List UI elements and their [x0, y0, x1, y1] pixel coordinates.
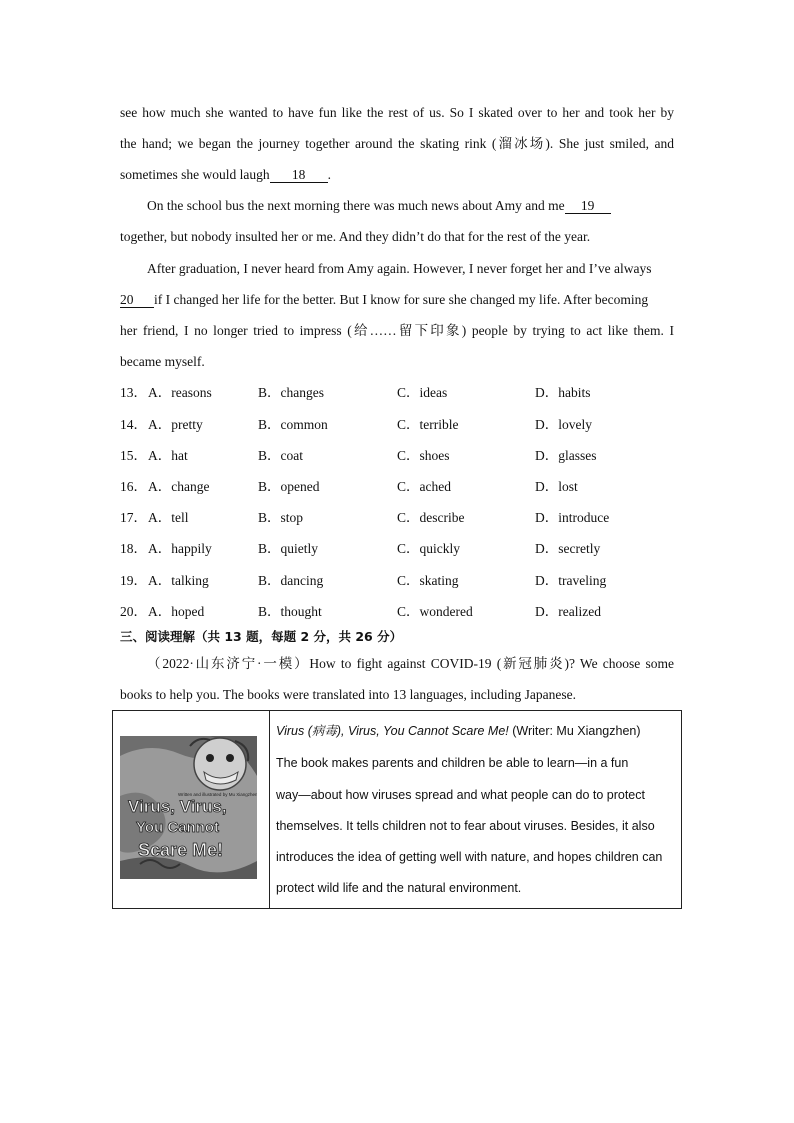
passage-line-8: her friend, I no longer tried to impress (给……留下印象) people by trying to act like them. I: [120, 323, 674, 338]
question-number: 18．: [120, 541, 147, 556]
passage-line-1: see how much she wanted to have fun like the rest of us. So I skated over to her and took her by: [120, 105, 674, 120]
passage-line-4: [147, 197, 674, 215]
book-title: Virus (病毒), Virus, You Cannot Scare Me!: [276, 724, 509, 738]
option-d[interactable]: D．glasses: [535, 448, 597, 463]
option-b[interactable]: B．coat: [258, 448, 303, 463]
option-c[interactable]: C．quickly: [397, 541, 460, 556]
option-a[interactable]: A．happily: [148, 541, 212, 556]
book-writer: (Writer: Mu Xiangzhen): [508, 724, 641, 738]
option-b[interactable]: B．dancing: [258, 573, 324, 588]
book-desc-line-5: protect wild life and the natural environment.: [276, 881, 522, 895]
passage-text: .: [327, 167, 331, 182]
option-c[interactable]: C．terrible: [397, 417, 459, 432]
passage-line-5: together, but nobody insulted her or me. And they didn’t do that for the rest of the year.: [120, 229, 591, 244]
option-b[interactable]: B．changes: [258, 385, 324, 400]
book-desc-line-3: themselves. It tells children not to fear about viruses. Besides, it also: [276, 819, 655, 833]
option-c[interactable]: C．wondered: [397, 604, 473, 619]
option-b[interactable]: B．common: [258, 417, 328, 432]
option-b[interactable]: B．opened: [258, 479, 320, 494]
option-b[interactable]: B．quietly: [258, 541, 318, 556]
question-number: 15．: [120, 448, 147, 463]
book-title-line: [276, 722, 672, 740]
option-c[interactable]: C．shoes: [397, 448, 450, 463]
option-c[interactable]: C．ideas: [397, 385, 448, 400]
option-row-15: [120, 447, 680, 465]
option-c[interactable]: C．describe: [397, 510, 465, 525]
option-row-14: [120, 416, 680, 434]
passage-line-2: the hand; we began the journey together around the skating rink (溜冰场). She just smiled, and: [120, 136, 674, 151]
question-number: 13．: [120, 385, 147, 400]
passage-line-7: [120, 291, 674, 309]
blank-20: 20: [120, 292, 154, 308]
cover-art: [120, 736, 257, 879]
option-b[interactable]: B．thought: [258, 604, 322, 619]
option-a[interactable]: A．pretty: [148, 417, 203, 432]
option-a[interactable]: A．hat: [148, 448, 188, 463]
question-number: 20．: [120, 604, 147, 619]
option-a[interactable]: A．change: [148, 479, 210, 494]
cover-title-line-1: Virus, Virus,: [128, 797, 227, 816]
passage-text: On the school bus the next morning there was much news about Amy and me: [147, 198, 565, 213]
option-c[interactable]: C．ached: [397, 479, 451, 494]
question-number: 16．: [120, 479, 147, 494]
option-row-19: [120, 572, 680, 590]
question-number: 19．: [120, 573, 147, 588]
option-d[interactable]: D．habits: [535, 385, 591, 400]
cover-small-text: Written and illustrated by Mu Xiangzhen: [178, 792, 257, 797]
cover-title-line-2: You Cannot: [136, 819, 220, 836]
intro-line-2: books to help you. The books were translated into 13 languages, including Japanese.: [120, 687, 577, 702]
option-a[interactable]: A．talking: [148, 573, 209, 588]
option-d[interactable]: D．secretly: [535, 541, 601, 556]
option-a[interactable]: A．reasons: [148, 385, 212, 400]
option-a[interactable]: A．hoped: [148, 604, 205, 619]
option-row-13: [120, 384, 680, 402]
passage-line-3: [120, 166, 674, 184]
blank-18: 18: [270, 167, 328, 183]
option-d[interactable]: D．traveling: [535, 573, 607, 588]
question-number: 14．: [120, 417, 147, 432]
option-b[interactable]: B．stop: [258, 510, 304, 525]
option-d[interactable]: D．introduce: [535, 510, 610, 525]
option-row-20: [120, 603, 680, 621]
passage-text: if I changed her life for the better. But I know for sure she changed my life. After becoming: [154, 292, 649, 307]
book-desc-line-4: introduces the idea of getting well with nature, and hopes children can: [276, 850, 663, 864]
book-desc-line-2: way—about how viruses spread and what people can do to protect: [276, 788, 645, 802]
book-desc-line-1: The book makes parents and children be able to learn—in a fun: [276, 756, 629, 770]
option-row-18: [120, 540, 680, 558]
book-cover-image: [120, 736, 257, 879]
option-c[interactable]: C．skating: [397, 573, 459, 588]
section-title: 三、阅读理解（共 13 题，每题 2 分，共 26 分）: [120, 629, 403, 644]
passage-line-9: became myself.: [120, 354, 205, 369]
option-row-17: [120, 509, 680, 527]
option-a[interactable]: A．tell: [148, 510, 189, 525]
option-row-16: [120, 478, 680, 496]
blank-19: 19: [565, 198, 611, 214]
cover-title-line-3: Scare Me!: [138, 840, 224, 860]
option-d[interactable]: D．lost: [535, 479, 578, 494]
passage-line-6: After graduation, I never heard from Amy again. However, I never forget her and I’ve always: [147, 261, 652, 276]
passage-text: sometimes she would laugh: [120, 167, 270, 182]
option-d[interactable]: D．lovely: [535, 417, 592, 432]
option-d[interactable]: D．realized: [535, 604, 601, 619]
intro-line-1: （2022·山东济宁·一模）How to fight against COVID-19 (新冠肺炎)? We choose some: [147, 656, 674, 671]
question-number: 17．: [120, 510, 147, 525]
